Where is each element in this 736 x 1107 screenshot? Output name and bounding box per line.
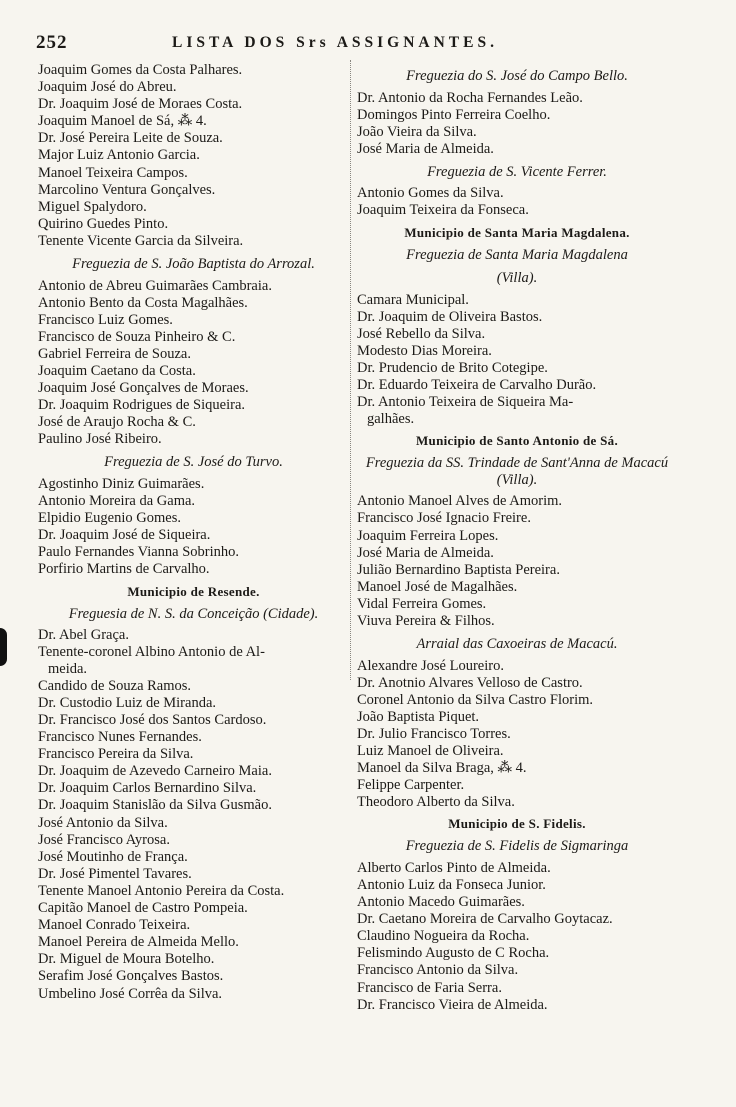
subscriber-name: Joaquim Gomes da Costa Palhares. [38,62,243,78]
subscriber-name: Dr. Abel Graça. [38,626,129,643]
subscriber-name: Theodoro Alberto da Silva. [357,794,515,811]
subscriber-name: Dr. Francisco José dos Santos Cardoso. [38,712,267,728]
subscriber-name: Antonio Manoel Alves de Amorim. [357,493,562,510]
subscriber-name: Alberto Carlos Pinto de Almeida. [357,859,551,876]
parish-heading: Arraial das Caxoeiras de Macacú. [416,636,618,653]
subscriber-name: José Moutinho de França. [38,848,188,865]
subscriber-name: Dr. Prudencio de Brito Cotegipe. [357,359,548,376]
subscriber-name: João Baptista Piquet. [357,708,480,725]
parish-heading: Freguezia da SS. Trindade de Sant'Anna de Macacú (Villa). [365,455,669,489]
subscriber-name: Dr. Joaquim Rodrigues de Siqueira. [38,397,246,414]
municipio-heading: Municipio de S. Fidelis. [448,816,586,832]
subscriber-name: Vidal Ferreira Gomes. [357,595,487,612]
subscriber-name: Gabriel Ferreira de Souza. [38,345,191,362]
parish-heading: (Villa). [496,270,538,287]
subscriber-name: Manoel Teixeira Campos. [38,164,188,181]
subscriber-name: Manoel José de Magalhães. [357,578,518,595]
subscriber-name: Dr. Antonio da Rocha Fernandes Leão. [357,89,583,106]
subscriber-name: Joaquim Ferreira Lopes. [357,527,499,544]
subscriber-name: Major Luiz Antonio Garcia. [38,147,200,164]
subscriber-name: Quirino Guedes Pinto. [38,215,169,232]
parish-heading: Freguesia de N. S. da Conceição (Cidade). [68,605,319,622]
subscriber-name: Francisco Pereira da Silva. [38,746,194,763]
subscriber-name: Dr. Joaquim José de Moraes Costa. [38,96,243,113]
subscriber-name: José Rebello da Silva. [357,325,486,342]
subscriber-name: Antonio Moreira da Gama. [38,493,196,510]
parish-heading: Freguezia de S. Vicente Ferrer. [427,163,607,180]
subscriber-name: Claudino Nogueira da Rocha. [357,928,530,945]
subscriber-name: Dr. Joaquim José de Siqueira. [38,527,211,544]
subscriber-name: Dr. Francisco Vieira de Almeida. [357,996,548,1013]
subscriber-name: João Vieira da Silva. [357,123,477,140]
municipio-heading: Municipio de Santo Antonio de Sá. [415,433,619,449]
subscriber-name: Joaquim Manoel de Sá, ⁂ 4. [38,113,207,130]
subscriber-name: Francisco Nunes Fernandes. [38,729,202,746]
subscriber-name: Candido de Souza Ramos. [38,677,192,694]
subscriber-name: Felippe Carpenter. [357,777,465,794]
subscriber-name: Dr. Antonio Teixeira de Siqueira Ma- [357,394,574,411]
subscriber-name: Alexandre José Loureiro. [357,657,504,674]
subscriber-name: Camara Municipal. [357,291,469,308]
subscriber-name: Tenente Manoel Antonio Pereira da Costa. [38,882,285,899]
subscriber-name: Paulo Fernandes Vianna Sobrinho. [38,544,240,561]
subscriber-name: Dr. Julio Francisco Torres. [357,725,511,742]
subscriber-name: Dr. Joaquim Carlos Bernardino Silva. [38,780,257,797]
subscriber-name: Dr. Eduardo Teixeira de Carvalho Durão. [357,377,597,394]
subscriber-name: Dr. Joaquim de Azevedo Carneiro Maia. [38,763,272,780]
subscriber-name: Tenente Vicente Garcia da Silveira. [38,232,244,249]
subscriber-name: Agostinho Diniz Guimarães. [38,475,205,492]
subscriber-name: Joaquim Teixeira da Fonseca. [357,202,529,219]
subscriber-name: Dr. José Pimentel Tavares. [38,865,192,882]
column-divider [350,60,352,680]
subscriber-name: Antonio Luiz da Fonseca Junior. [357,877,546,893]
running-title: LISTA DOS Srs ASSIGNANTES. [172,34,498,51]
subscriber-name-continuation: galhães. [367,411,415,428]
subscriber-name: Francisco José Ignacio Freire. [357,510,531,527]
subscriber-name: José Maria de Almeida. [357,544,494,561]
subscriber-name: Modesto Dias Moreira. [357,342,492,359]
subscriber-name: Antonio de Abreu Guimarães Cambraia. [38,277,272,294]
subscriber-name: Francisco de Faria Serra. [357,979,502,996]
subscriber-name: Dr. Joaquim de Oliveira Bastos. [357,308,543,325]
subscriber-name: Marcolino Ventura Gonçalves. [38,181,216,198]
subscriber-name: Luiz Manoel de Oliveira. [357,743,504,760]
subscriber-name: Miguel Spalydoro. [38,198,147,215]
parish-heading: Freguezia de Santa Maria Magdalena [406,246,628,263]
subscriber-name: Manoel Conrado Teixeira. [38,917,191,934]
subscriber-name: José Maria de Almeida. [357,140,494,157]
subscriber-name: José Antonio da Silva. [38,814,168,831]
parish-heading: Freguezia de S. Fidelis de Sigmaringa [405,838,629,855]
subscriber-name: Capitão Manoel de Castro Pompeia. [38,900,248,917]
subscriber-name: Felismindo Augusto de C Rocha. [357,945,550,962]
subscriber-name: Antonio Gomes da Silva. [357,185,504,202]
subscriber-name: Tenente-coronel Albino Antonio de Al- [38,643,265,660]
subscriber-name: Dr. Custodio Luiz de Miranda. [38,694,217,711]
page-header [36,32,726,54]
page-edge-mark [0,628,7,666]
subscriber-name: José de Araujo Rocha & C. [38,414,196,431]
subscriber-name: Dr. Anotnio Alvares Velloso de Castro. [357,674,583,691]
subscriber-name: Francisco Antonio da Silva. [357,962,519,979]
subscriber-name: Umbelino José Corrêa da Silva. [38,985,223,1002]
parish-heading: Freguezia de S. José do Turvo. [104,454,283,471]
subscriber-name: Coronel Antonio da Silva Castro Florim. [357,691,594,708]
subscriber-name: Serafim José Gonçalves Bastos. [38,968,224,985]
subscriber-name: José Francisco Ayrosa. [38,831,170,848]
subscriber-name: Porfirio Martins de Carvalho. [38,561,210,578]
subscriber-name: Viuva Pereira & Filhos. [357,612,495,629]
subscriber-name: Dr. Joaquim Stanislão da Silva Gusmão. [38,797,272,814]
subscriber-name: Dr. Miguel de Moura Botelho. [38,951,215,968]
subscriber-name: Francisco de Souza Pinheiro & C. [38,328,236,345]
parish-heading: Freguezia de S. João Baptista do Arrozal. [72,256,315,273]
municipio-heading: Municipio de Santa Maria Magdalena. [404,224,630,240]
subscriber-name: Manoel Pereira de Almeida Mello. [38,934,239,951]
subscriber-name: Antonio Macedo Guimarães. [357,894,525,911]
subscriber-name: Joaquim Caetano da Costa. [38,363,196,379]
subscriber-name: Dr. Caetano Moreira de Carvalho Goytacaz. [357,911,613,928]
subscriber-name: Antonio Bento da Costa Magalhães. [38,294,248,311]
parish-heading: Freguezia do S. José do Campo Bello. [406,68,628,84]
subscriber-name: Joaquim José do Abreu. [38,79,177,96]
subscriber-name: Joaquim José Gonçalves de Moraes. [38,380,249,397]
subscriber-name: Manoel da Silva Braga, ⁂ 4. [357,760,527,777]
subscriber-name: Julião Bernardino Baptista Pereira. [357,561,560,578]
municipio-heading: Municipio de Resende. [127,583,260,599]
left-column [38,62,349,1062]
subscriber-name: Francisco Luiz Gomes. [38,311,173,328]
subscriber-name: Paulino José Ribeiro. [38,431,162,448]
right-column [357,62,677,1062]
page-number: 252 [36,32,68,53]
subscriber-name: Dr. José Pereira Leite de Souza. [38,130,223,147]
subscriber-name-continuation: meida. [48,660,88,677]
subscriber-name: Domingos Pinto Ferreira Coelho. [357,106,551,123]
subscriber-name: Elpidio Eugenio Gomes. [38,510,181,527]
